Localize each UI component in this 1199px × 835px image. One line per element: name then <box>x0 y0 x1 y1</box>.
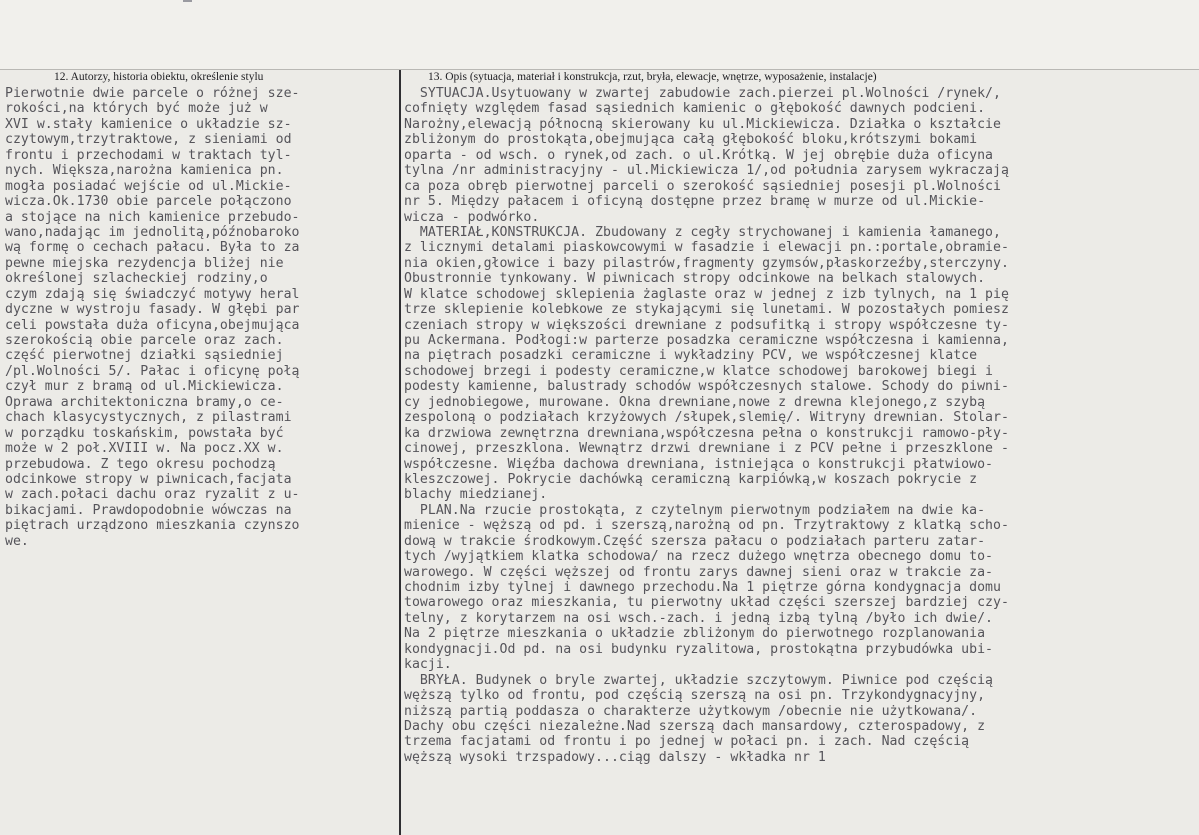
history-text-line: przebudowa. Z tego okresu pochodzą <box>5 456 276 472</box>
description-text-line: ca poza obręb pierwotnej parceli o szerokość sąsiedniej posesji pl.Wolności <box>404 178 1001 194</box>
description-text-line: kondygnacji.Od pd. na osi budynku ryzalitowa, prostokątna przybudówka ubi- <box>404 641 994 657</box>
description-text-line: dową w trakcie środkowym.Część szersza pałacu o podziałach parteru zatar- <box>404 533 986 549</box>
description-text-line: trze sklepienie kolebkowe ze stykającymi się lunetami. W pozostałych pomiesz <box>404 302 1009 318</box>
description-text-line: zespoloną o podziałach krzyżowych /słupek,slemię/. Witryny drewnian. Stolar- <box>404 410 1009 426</box>
top-margin-band <box>0 0 1199 70</box>
history-text-line: a stojące na nich kamienice przebudo- <box>5 209 300 225</box>
description-text-line: blachy miedzianej. <box>404 487 548 503</box>
history-text-line: XVI w.stały kamienice o układzie sz- <box>5 116 292 132</box>
history-text-line: celi powstała duża oficyna,obejmująca <box>5 317 300 333</box>
history-text-line: w porządku toskańskim, powstała być <box>5 425 284 441</box>
column-divider <box>399 70 401 835</box>
description-text-line: BRYŁA. Budynek o bryle zwartej, układzie szczytowym. Piwnice pod częścią <box>404 672 994 688</box>
history-text-line: rokości,na których być może już w <box>5 101 268 117</box>
history-text-line: mogła posiadać wejście od ul.Mickie- <box>5 178 292 194</box>
history-text-line: czył mur z bramą od ul.Mickiewicza. <box>5 379 284 395</box>
description-text-line: węższą tylko od frontu, pod częścią szerszą na osi pn. Trzykondygnacyjny, <box>404 688 986 704</box>
description-text-line: cy jednobiegowe, murowane. Okna drewniane,nowe z drewna klejonego,z szybą <box>404 394 986 410</box>
history-text-line: czytowym,trzytraktowe, z sieniami od <box>5 132 292 148</box>
description-text-line: węższą wysoki trzspadowy...ciąg dalszy - wkładka nr 1 <box>404 749 826 765</box>
history-text-line: Pierwotnie dwie parcele o różnej sze- <box>5 86 300 101</box>
description-text-line: wicza - podwórko. <box>404 209 540 225</box>
description-text-line: niższą partią poddasza o charakterze użytkowym /obecnie nie użytkowana/. <box>404 703 978 719</box>
description-text-line: oparta - od wsch. o rynek,od zach. o ul.Krótką. W jej obrębie duża oficyna <box>404 147 994 163</box>
description-text-line: towarowego oraz mieszkania, tu pierwotny układ części szerszej bardziej czy- <box>404 595 1009 611</box>
description-text-line: PLAN.Na rzucie prostokąta, z czytelnym pierwotnym podziałem na dwie ka- <box>404 502 986 518</box>
description-text-line: W klatce schodowej sklepienia żaglaste oraz w jednej z izb tylnych, na 1 pię <box>404 286 1009 302</box>
history-text-line: we. <box>5 533 29 549</box>
history-text-line: piętrach urządzono mieszkania czynszo <box>5 518 300 534</box>
description-text-line: nia okien,głowice i bazy pilastrów,fragmenty gzymsów,płaskorzeźby,sterczyny. <box>404 255 1009 271</box>
scan-artifact-mark <box>183 0 192 2</box>
section-12-heading: 12. Autorzy, historia obiektu, określenie stylu <box>54 71 264 83</box>
description-text-line: trzema facjatami od frontu i po jednej w połaci pn. i zach. Nad częścią <box>404 734 970 750</box>
description-text-line: nr 5. Między pałacem i oficyną dostępne przez bramę w murze od ul.Mickie- <box>404 194 986 210</box>
history-text-line: Oprawa architektoniczna bramy,o ce- <box>5 394 284 410</box>
description-text-line: Dachy obu części niezależne.Nad szerszą dach mansardowy, czterospadowy, z <box>404 718 986 734</box>
description-text-line: chodnim izby tylnej i dawnego przechodu.Na 1 piętrze górna kondygnacja domu <box>404 580 1001 595</box>
description-text-line: tych /wyjątkiem klatka schodowa/ na rzecz dużego wnętrza obecnego domu to- <box>404 549 994 565</box>
description-text-line: kacji. <box>404 657 452 673</box>
history-text-line: szerokością obie parcele oraz zach. <box>5 333 284 348</box>
history-text-line: czym zdają się świadczyć motywy heral <box>5 286 300 302</box>
description-text-line: zbliżonym do prostokąta,obejmująca całą głębokość bloku,krótszymi bokami <box>404 132 978 148</box>
history-text-line: bikacjami. Prawdopodobnie wówczas na <box>5 502 292 518</box>
description-text-line: tylna /nr administracyjny - ul.Mickiewicza 1/,od południa zarysem wykraczają <box>404 163 1009 179</box>
description-text-line: schodowej brzegi i podesty ceramiczne,w klatce schodowej barokowej biegi i <box>404 363 994 379</box>
history-text-line: dyczne w wystroju fasady. W głębi par <box>5 302 300 318</box>
description-text-line: ka drzwiowa zewnętrzna drewniana,współczesna pełna o konstrukcji ramowo-pły- <box>404 425 1009 441</box>
description-text-line: mienice - węższą od pd. i szerszą,narożną od pn. Trzytraktowy z klatką scho- <box>404 518 1009 534</box>
description-text-line: warowego. W części węższej od frontu zarys dawnej sieni oraz w trakcie za- <box>404 564 994 580</box>
history-text-line: wą formę o cechach pałacu. Była to za <box>5 240 300 256</box>
history-text-column <box>5 86 397 549</box>
description-text-line: współczesne. Więźba dachowa drewniana, istniejąca o konstrukcji płatwiowo- <box>404 456 994 472</box>
description-text-line: na piętrach posadzki ceramiczne i wykładziny PCV, we współczesnej klatce <box>404 348 978 364</box>
description-text-column <box>404 86 1194 765</box>
history-text-line: odcinkowe stropy w piwnicach,facjata <box>5 471 292 487</box>
description-text-line: Narożny,elewacją północną skierowany ku ul.Mickiewicza. Działka o kształcie <box>404 116 1001 132</box>
history-text-line: w zach.połaci dachu oraz ryzalit z u- <box>5 487 300 503</box>
description-text-line: pu Ackermana. Podłogi:w parterze posadzka ceramiczne współczesna i kamienna, <box>404 333 1009 348</box>
description-text-line: kleszczowej. Pokrycie dachówką ceramiczną karpiówką,w koszach pokrycie z <box>404 471 978 487</box>
description-text-line: SYTUACJA.Usytuowany w zwartej zabudowie zach.pierzei pl.Wolności /rynek/, <box>404 86 1001 101</box>
description-text-line: podesty kamienne, balustrady schodów współczesnych stalowe. Schody do piwni- <box>404 379 1009 395</box>
description-text-line: Na 2 piętrze mieszkania o układzie zbliżonym do pierwotnego rozplanowania <box>404 626 986 642</box>
description-text-line: MATERIAŁ,KONSTRUKCJA. Zbudowany z cegły strychowanej i kamienia łamanego, <box>404 224 1001 240</box>
history-text-line: frontu i przechodami w traktach tyl- <box>5 147 292 163</box>
description-text-line: czeniach stropy w większości drewniane z podsufitką i stropy współczesne ty- <box>404 317 1009 333</box>
description-text-line: Obustronnie tynkowany. W piwnicach stropy odcinkowe na belkach stalowych. <box>404 271 986 287</box>
description-text-line: z licznymi detalami piaskowcowymi w fasadzie i elewacji pn.:portale,obramie- <box>404 240 1009 256</box>
history-text-line: może w 2 poł.XVIII w. Na pocz.XX w. <box>5 441 284 457</box>
description-text-line: cofnięty względem fasad sąsiednich kamienic o głębokość dawnych podcieni. <box>404 101 986 117</box>
history-text-line: /pl.Wolności 5/. Pałac i oficynę połą <box>5 363 300 379</box>
description-text-line: telny, z korytarzem na osi wsch.-zach. i jedną izbą tylną /było ich dwie/. <box>404 610 994 626</box>
history-text-line: wano,nadając im jednolitą,późnobaroko <box>5 224 300 240</box>
history-text-line: określonej szlacheckiej rodziny,o <box>5 271 268 287</box>
history-text-line: pewne miejska rezydencja bliżej nie <box>5 255 284 271</box>
history-text-line: nych. Większa,narożna kamienica pn. <box>5 163 284 179</box>
history-text-line: chach klasycystycznych, z pilastrami <box>5 410 292 426</box>
description-text-line: cinowej, przeszklona. Wewnątrz drzwi drewniane i z PCV pełne i przeszklone - <box>404 441 1009 457</box>
history-text-line: wicza.Ok.1730 obie parcele połączono <box>5 194 292 210</box>
history-text-line: część pierwotnej działki sąsiedniej <box>5 348 284 364</box>
section-13-heading: 13. Opis (sytuacja, materiał i konstrukcja, rzut, bryła, elewacje, wnętrze, wyposażenie, instalacje) <box>428 71 877 83</box>
